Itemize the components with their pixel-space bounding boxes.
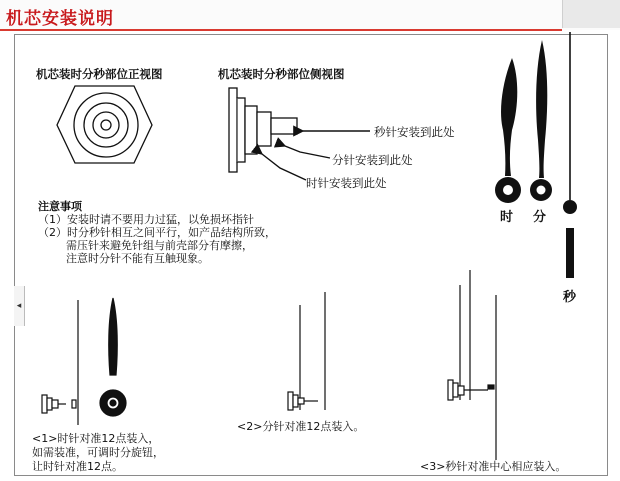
minute-callout: 分针安装到此处 [332, 153, 413, 167]
notes-line-2: （2）时分秒针相互之间平行，如产品结构所致， [38, 226, 276, 239]
notes-line-3: 需压针来避免针组与前壳部分有摩擦， [66, 239, 253, 252]
minute-hand-label: 分 [533, 210, 547, 225]
notes-line-4: 注意时分针不能有互触现象。 [66, 252, 209, 265]
step1-figure [42, 298, 126, 425]
front-view-figure [57, 86, 152, 163]
notes-line-1: （1）安装时请不要用力过猛，以免损坏指针 [38, 213, 254, 226]
step2-figure [288, 292, 325, 410]
second-callout: 秒针安装到此处 [374, 125, 455, 139]
hour-callout: 时针安装到此处 [306, 176, 387, 190]
step1-line-2: 如需装准，可调时分旋钮， [32, 446, 164, 459]
second-hand-figure [563, 32, 577, 278]
hour-hand-figure [495, 58, 521, 203]
step3-caption: <3>秒针对准中心相应装入。 [420, 460, 567, 473]
collapse-arrow-icon[interactable]: ◂ [14, 286, 25, 326]
step3-figure [448, 270, 496, 460]
hour-hand-label: 时 [500, 210, 514, 225]
page-title: 机芯安装说明 [6, 9, 114, 29]
notes-title: 注意事项 [38, 200, 82, 213]
step1-line-3: 让时针对准12点。 [32, 460, 123, 473]
notes-block [38, 200, 276, 265]
second-hand-label: 秒 [563, 290, 577, 305]
minute-hand-figure [530, 40, 552, 201]
side-view-title: 机芯装时分秒部位侧视图 [218, 67, 345, 81]
step2-caption: <2>分针对准12点装入。 [237, 420, 365, 433]
side-view-figure [229, 88, 297, 172]
step1-line-1: <1>时针对准12点装入， [32, 432, 160, 445]
front-view-title: 机芯装时分秒部位正视图 [36, 67, 163, 81]
